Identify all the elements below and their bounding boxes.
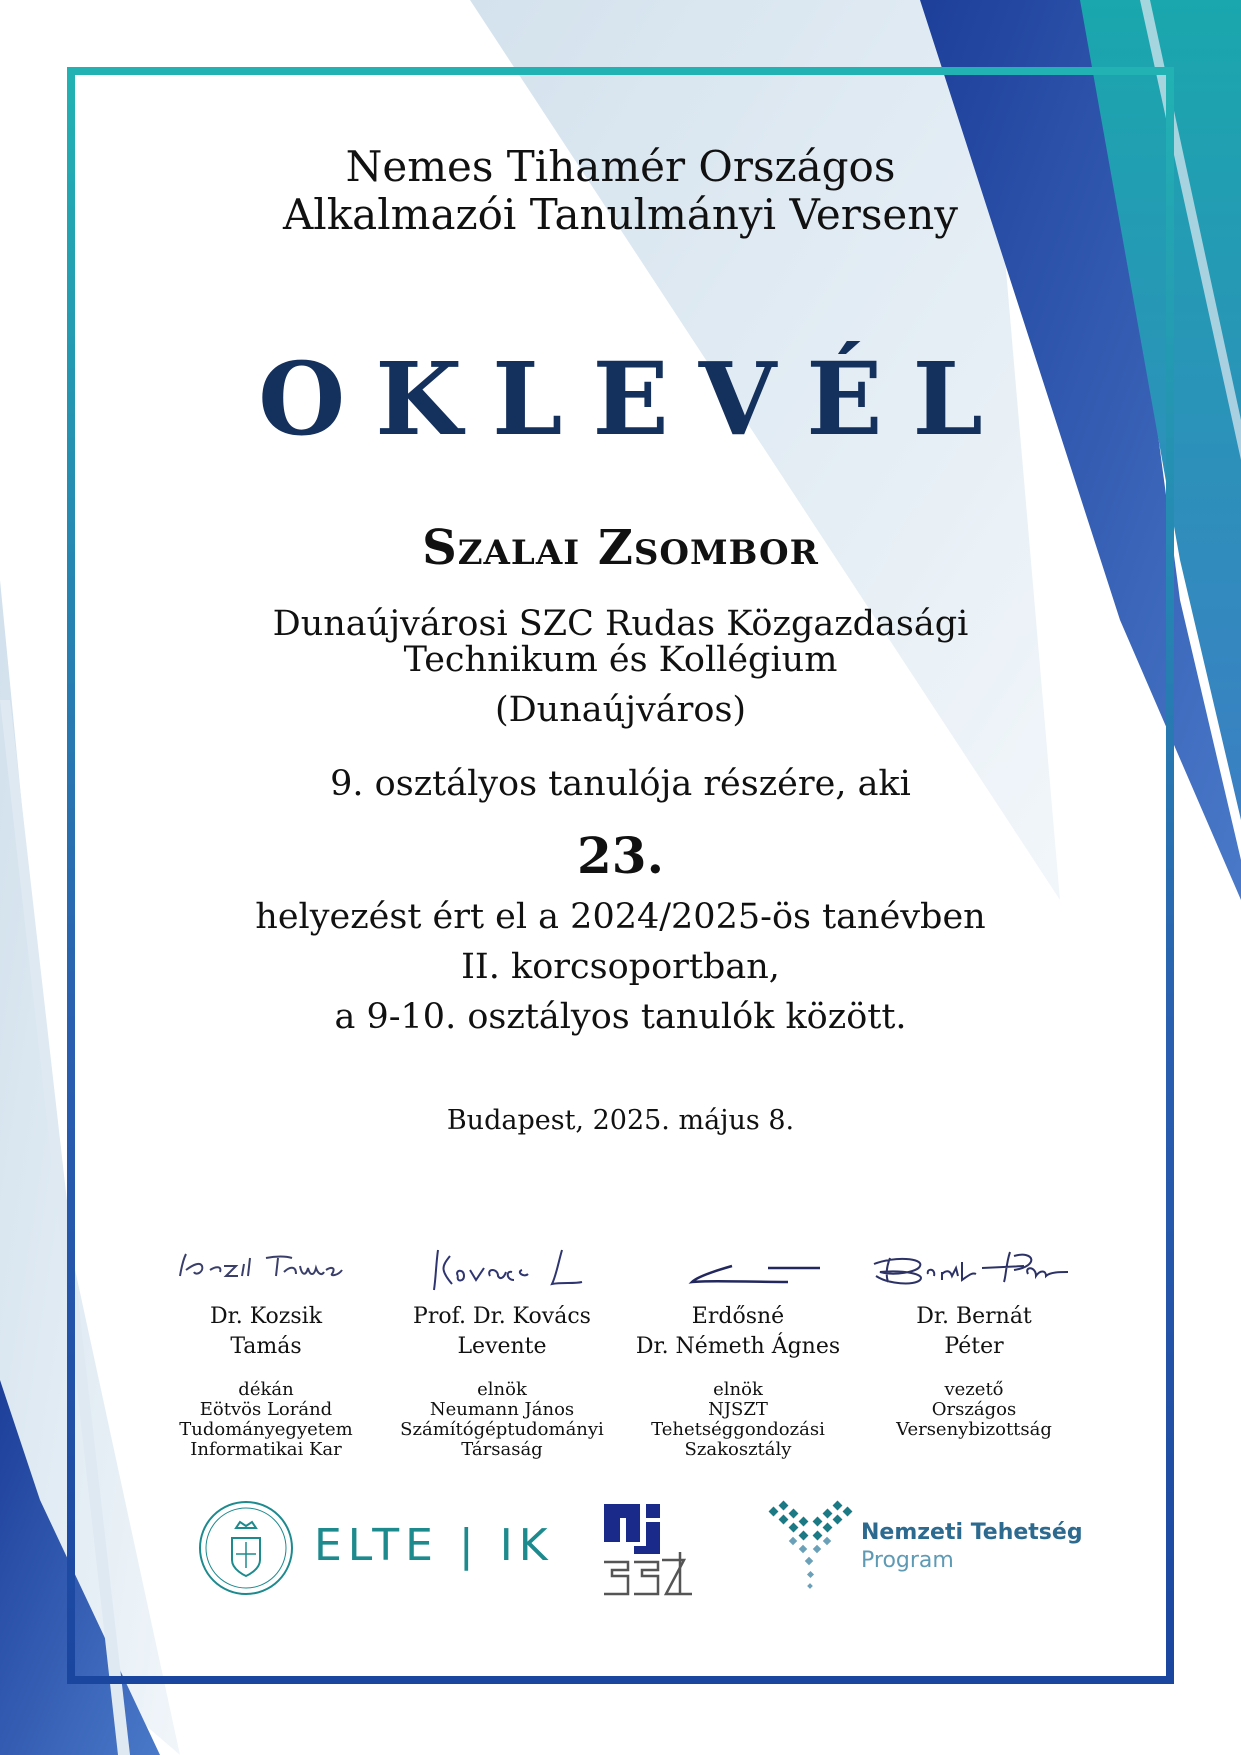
signatory-name-line1: Dr. Kozsik [209,1304,323,1329]
signatory-name-line2: Tamás [230,1334,302,1359]
njszt-logo [600,1502,700,1598]
signatory-role-line: elnök [713,1379,763,1400]
issue-date: Budapest, 2025. május 8. [446,1105,795,1136]
signatory-name-line1: Prof. Dr. Kovács [413,1304,591,1329]
signatory-role-line: Tehetséggondozási [651,1419,825,1440]
signatory-name-line1: Dr. Bernát [916,1304,1032,1329]
result-line2: II. korcsoportban, [461,947,780,987]
signature-kozsik [166,1236,366,1296]
grade-text: 9. osztályos tanulója részére, aki [330,764,911,804]
ntp-wordmark-line1: Nemzeti Tehetség [861,1520,1083,1545]
signatory-president-section [620,1236,856,1460]
signatory-role-line: Országos [931,1399,1017,1420]
signatory-role-line: Neumann János [429,1399,575,1420]
signatory-role-line: dékán [238,1379,294,1400]
signatory-name-line1: Erdősné [691,1304,785,1329]
signatory-role-line: Eötvös Loránd [199,1399,333,1420]
ntp-logo [766,1498,1083,1598]
signature-nemeth [638,1236,838,1296]
signatory-role-line: Versenybizottság [896,1419,1052,1440]
signature-kovacs [402,1236,602,1296]
ntp-diamond-icon [766,1498,856,1594]
result-line1: helyezést ért el a 2024/2025-ös tanévben [255,897,986,937]
elte-ik-logo [196,1498,554,1598]
signatory-role-line: vezető [944,1379,1004,1400]
document-title: OKLEVÉL [258,340,1013,458]
school-city: (Dunaújváros) [494,690,747,730]
signatory-role-line: Szakosztály [684,1439,792,1460]
result-line3: a 9-10. osztályos tanulók között. [334,997,907,1037]
signatory-role-line: NJSZT [708,1399,768,1420]
signatory-president-njszt [384,1236,620,1460]
school-name-line1: Dunaújvárosi SZC Rudas Közgazdasági [272,604,969,644]
njszt-logo-mark [600,1502,700,1598]
signatory-name-line2: Dr. Németh Ágnes [635,1334,841,1359]
ntp-wordmark-line2: Program [861,1548,954,1573]
signatory-name-line2: Levente [457,1334,547,1359]
signatory-dean [148,1236,384,1460]
competition-name-line1: Nemes Tihamér Országos [345,142,896,191]
signatory-role-line: Tudományegyetem [179,1419,353,1440]
rank: 23. [577,826,664,885]
elte-seal-icon [196,1498,296,1598]
signatory-name-line2: Péter [944,1334,1004,1359]
signatory-role-line: Informatikai Kar [190,1439,342,1460]
signatory-role-line: elnök [477,1379,527,1400]
signature-bernat [864,1236,1084,1296]
signatory-role-line: Számítógéptudományi [400,1419,604,1440]
school-name-line2: Technikum és Kollégium [403,640,838,680]
signatory-committee-head [856,1236,1092,1440]
competition-name-line2: Alkalmazói Tanulmányi Verseny [282,190,959,239]
recipient-name: Szalai Zsombor [422,520,819,576]
elte-ik-wordmark: ELTE | IK [314,1520,554,1571]
signatory-role-line: Társaság [461,1439,543,1460]
